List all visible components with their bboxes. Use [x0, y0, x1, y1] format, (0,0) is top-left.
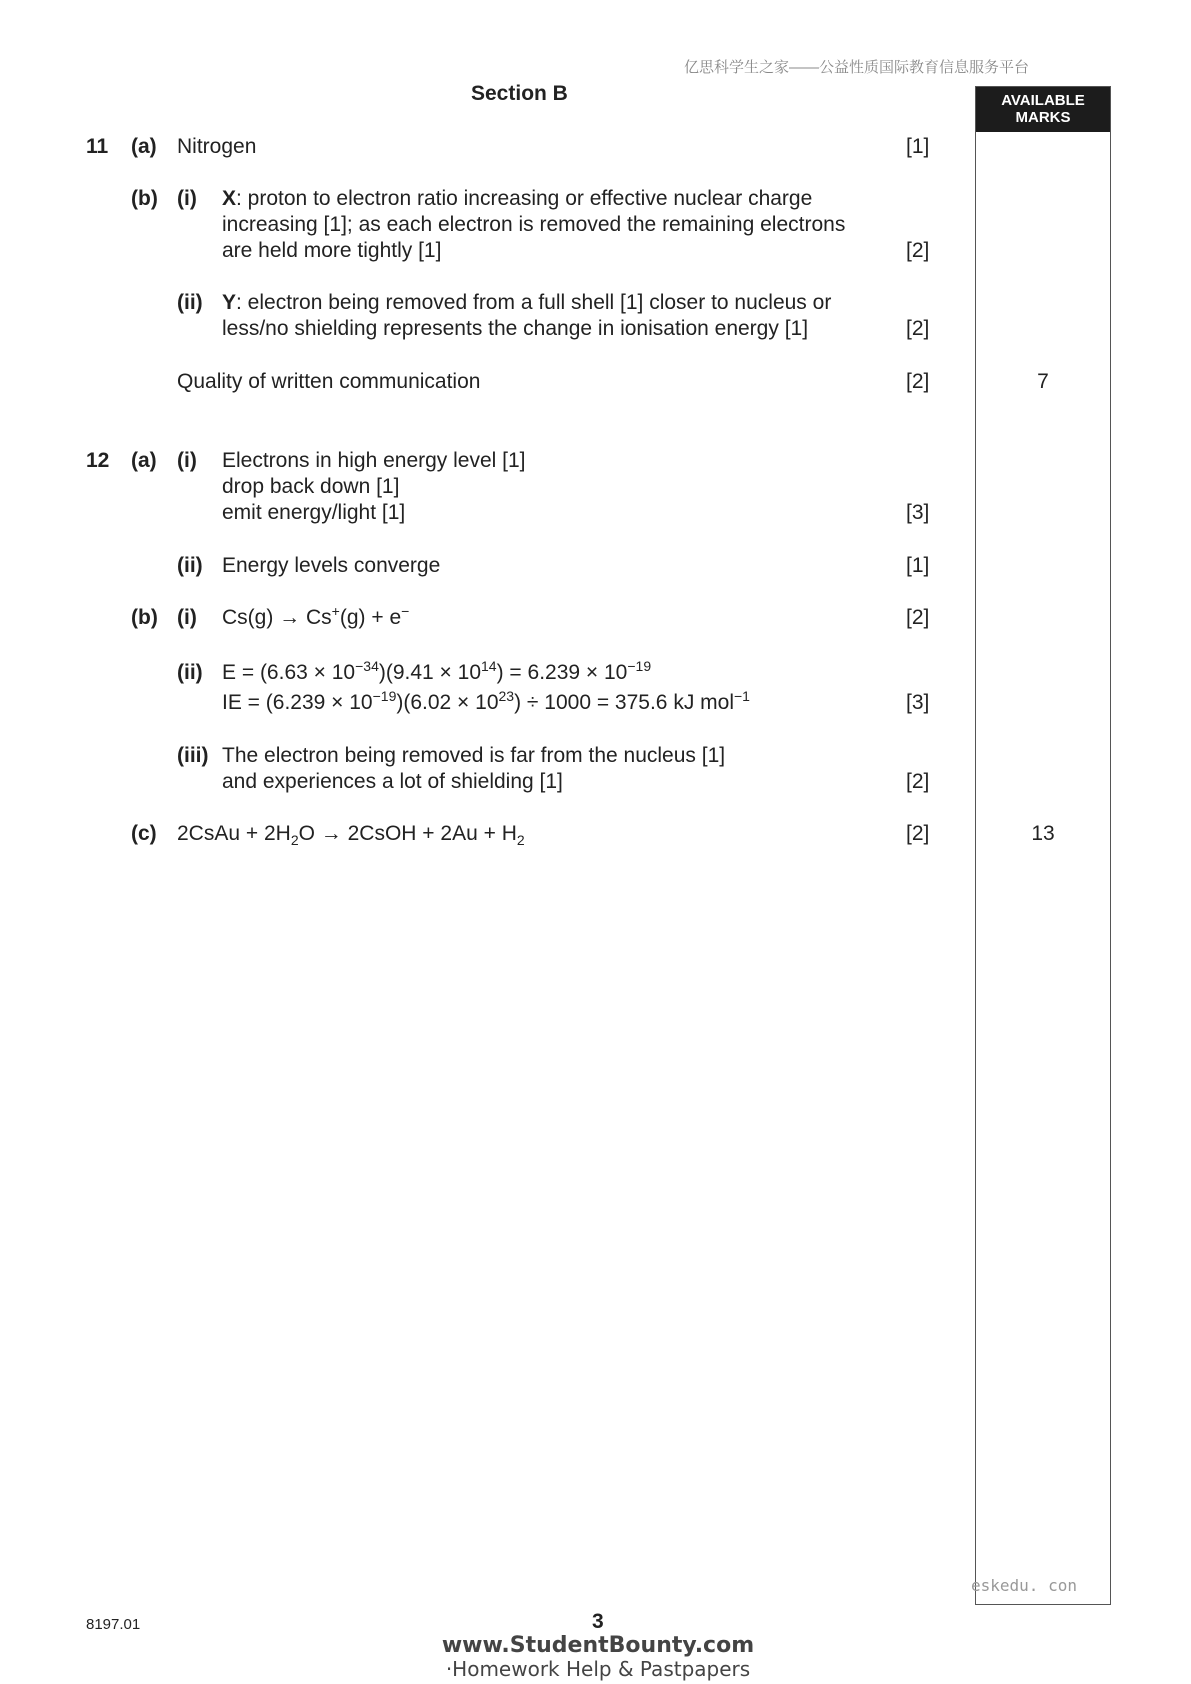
q12-b-ii-l2-sup3: −1 [734, 688, 750, 704]
section-title: Section B [471, 82, 568, 105]
q12-b-iii-label: (iii) [177, 744, 209, 767]
q12-c-eq-a: 2CsAu + 2H [177, 822, 291, 845]
q12-b-ii-l1-b: )(9.41 × 10 [378, 661, 482, 684]
q12-b-ii-l2-sup2: 23 [498, 688, 515, 704]
available-marks-header [976, 87, 1110, 132]
q11-b-ii-mark: [2] [906, 317, 930, 340]
q12-c-label: (c) [131, 822, 157, 845]
corner-watermark: eskedu. con [971, 1576, 1077, 1595]
q11-available-marks: 7 [1037, 370, 1049, 393]
q12-c-eq-sub2: 2 [516, 832, 525, 849]
studentbounty-tagline: ·Homework Help & Pastpapers [445, 1657, 751, 1681]
studentbounty-url[interactable]: www.StudentBounty.com [441, 1633, 755, 1658]
q11-b-i-label: (i) [177, 187, 197, 210]
q12-b-i-eq-sup1: + [331, 603, 340, 619]
q11-number: 11 [86, 135, 109, 158]
q11-a-label: (a) [131, 135, 157, 158]
q12-b-ii-l2-a: IE = (6.239 × 10 [222, 691, 373, 714]
q12-b-ii-label: (ii) [177, 661, 203, 684]
q12-b-i-eq-part2: (g) + e [339, 606, 402, 629]
q12-b-ii-l1-c: ) = 6.239 × 10 [496, 661, 628, 684]
q12-c-eq-b: O → 2CsOH + 2Au + H [298, 822, 517, 845]
q12-b-ii-line1 [222, 660, 651, 686]
q12-a-ii-mark: [1] [906, 554, 930, 577]
q12-b-i-label: (i) [177, 606, 197, 629]
q12-number: 12 [86, 449, 110, 472]
paper-code: 8197.01 [86, 1616, 141, 1633]
q12-b-iii-line1: The electron being removed is far from the nucleus [1] [222, 744, 726, 767]
q12-a-i-line1: Electrons in high energy level [1] [222, 449, 526, 472]
q12-b-ii-l1-a: E = (6.63 × 10 [222, 661, 356, 684]
q12-b-iii-mark: [2] [906, 770, 930, 793]
q12-b-ii-l2-b: )(6.02 × 10 [396, 691, 499, 714]
q11-b-ii-lead: Y [222, 291, 237, 314]
q12-c-eq-sub1: 2 [290, 832, 299, 849]
q11-b-label: (b) [131, 187, 158, 210]
q11-b-i-line3: are held more tightly [1] [222, 239, 442, 262]
q12-b-i-equation [222, 605, 409, 631]
q11-b-i-line2: increasing [1]; as each electron is removed the remaining electrons [222, 213, 846, 236]
q12-a-i-label: (i) [177, 449, 197, 472]
q11-qwc-text: Quality of written communication [177, 370, 481, 393]
q11-b-i-lead: X [222, 187, 237, 210]
q12-b-i-eq-sup2: − [401, 603, 410, 619]
q12-b-ii-mark: [3] [906, 691, 930, 714]
q12-a-i-line3: emit energy/light [1] [222, 501, 406, 524]
q12-a-ii-label: (ii) [177, 554, 203, 577]
q12-c-mark: [2] [906, 822, 930, 845]
q12-b-label: (b) [131, 606, 158, 629]
q12-b-ii-l1-sup2: 14 [481, 658, 497, 674]
q11-b-ii-line1-text: : electron being removed from a full shell [1] closer to nucleus or [236, 291, 832, 314]
q12-a-ii-answer: Energy levels converge [222, 554, 441, 577]
q11-a-answer: Nitrogen [177, 135, 257, 158]
q12-a-i-line2: drop back down [1] [222, 475, 400, 498]
page-number: 3 [592, 1610, 604, 1633]
header-watermark: 亿思科学生之家——公益性质国际教育信息服务平台 [684, 59, 1030, 76]
q11-b-i-mark: [2] [906, 239, 930, 262]
q12-b-ii-l1-sup3: −19 [627, 658, 652, 674]
q12-b-iii-line2: and experiences a lot of shielding [1] [222, 770, 563, 793]
q12-b-i-mark: [2] [906, 606, 930, 629]
q12-a-i-mark: [3] [906, 501, 930, 524]
q12-available-marks: 13 [1031, 822, 1055, 845]
q11-b-ii-label: (ii) [177, 291, 203, 314]
q11-b-ii-line1 [222, 290, 831, 316]
q11-qwc-mark: [2] [906, 370, 930, 393]
q11-b-ii-line2: less/no shielding represents the change in ionisation energy [1] [222, 317, 809, 340]
q12-b-ii-line2 [222, 690, 750, 716]
q12-b-ii-l2-c: ) ÷ 1000 = 375.6 kJ mol [514, 691, 734, 714]
q11-b-i-line1-text: : proton to electron ratio increasing or effective nuclear charge [236, 187, 813, 210]
available-marks-label-line2: MARKS [1015, 109, 1071, 126]
q12-c-equation [177, 821, 525, 847]
q12-a-label: (a) [131, 449, 157, 472]
q11-a-mark: [1] [906, 135, 930, 158]
q12-b-ii-l1-sup1: −34 [355, 658, 379, 674]
q11-b-i-line1 [222, 186, 812, 212]
q12-b-ii-l2-sup1: −19 [372, 688, 397, 704]
q12-b-i-eq-part1: Cs(g) → Cs [222, 606, 332, 629]
available-marks-label-line1: AVAILABLE [1001, 92, 1085, 109]
